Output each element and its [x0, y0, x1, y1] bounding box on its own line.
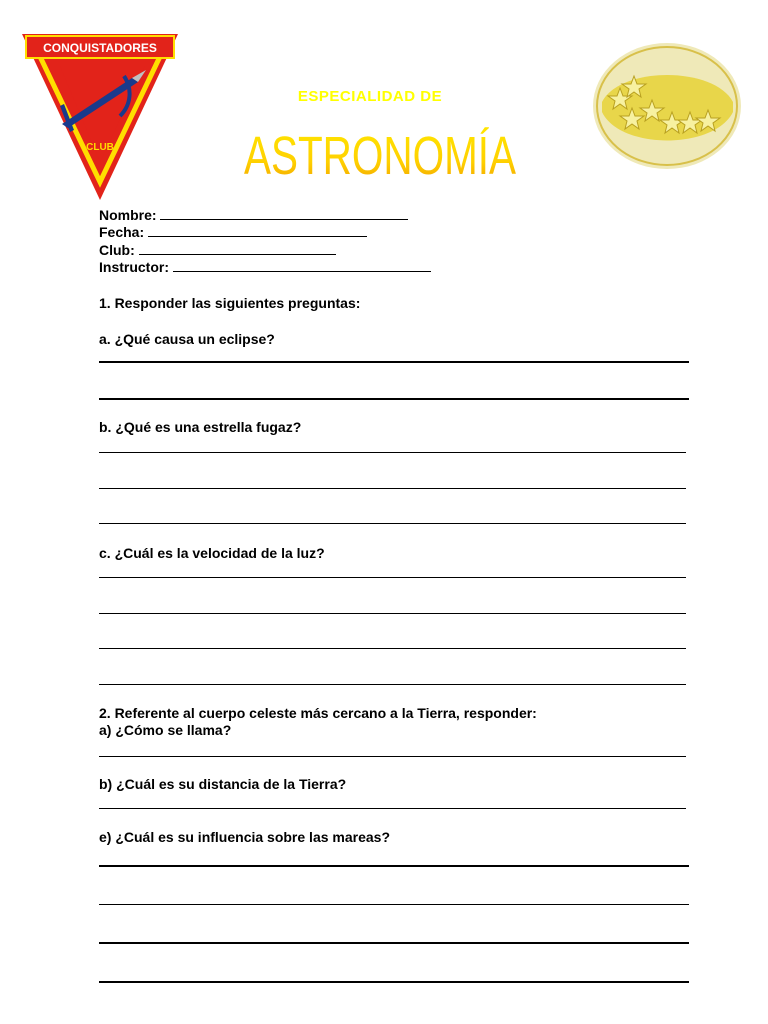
logo-text-bottom: CLUB [86, 142, 114, 153]
section2-heading: 2. Referente al cuerpo celeste más cercano a la Tierra, responder: [99, 705, 537, 721]
question-1b: b. ¿Qué es una estrella fugaz? [99, 419, 302, 435]
answer-line[interactable] [99, 613, 686, 614]
answer-line[interactable] [99, 577, 686, 578]
field-instructor-line[interactable] [173, 259, 431, 272]
logo-text-top: CONQUISTADORES [43, 41, 157, 55]
field-instructor-label: Instructor: [99, 259, 169, 275]
field-fecha-label: Fecha: [99, 224, 145, 240]
answer-line[interactable] [99, 981, 689, 983]
field-club-label: Club: [99, 242, 135, 258]
field-nombre-line[interactable] [160, 207, 408, 220]
conquistadores-club-logo [20, 32, 180, 202]
field-nombre[interactable] [99, 207, 408, 224]
question-1c: c. ¿Cuál es la velocidad de la luz? [99, 545, 325, 561]
answer-line[interactable] [99, 865, 689, 867]
question-1a: a. ¿Qué causa un eclipse? [99, 331, 275, 347]
title-text: ASTRONOMÍA [244, 126, 516, 186]
field-fecha[interactable] [99, 224, 367, 241]
field-nombre-label: Nombre: [99, 207, 157, 223]
answer-line[interactable] [99, 756, 686, 757]
answer-line[interactable] [99, 361, 689, 363]
field-club-line[interactable] [139, 242, 336, 255]
field-club[interactable] [99, 242, 336, 259]
answer-line[interactable] [99, 808, 686, 809]
astronomy-badge [590, 40, 745, 172]
field-instructor[interactable] [99, 259, 431, 276]
answer-line[interactable] [99, 488, 686, 489]
section1-heading: 1. Responder las siguientes preguntas: [99, 295, 361, 311]
answer-line[interactable] [99, 398, 689, 400]
answer-line[interactable] [99, 942, 689, 944]
answer-line[interactable] [99, 904, 689, 905]
answer-line[interactable] [99, 684, 686, 685]
question-2a: a) ¿Cómo se llama? [99, 722, 232, 738]
field-fecha-line[interactable] [148, 224, 367, 237]
answer-line[interactable] [99, 523, 686, 524]
question-2b: b) ¿Cuál es su distancia de la Tierra? [99, 776, 347, 792]
page-title [240, 118, 520, 188]
question-2e: e) ¿Cuál es su influencia sobre las mareas? [99, 829, 390, 845]
answer-line[interactable] [99, 452, 686, 453]
answer-line[interactable] [99, 648, 686, 649]
subtitle: ESPECIALIDAD DE [297, 88, 443, 105]
